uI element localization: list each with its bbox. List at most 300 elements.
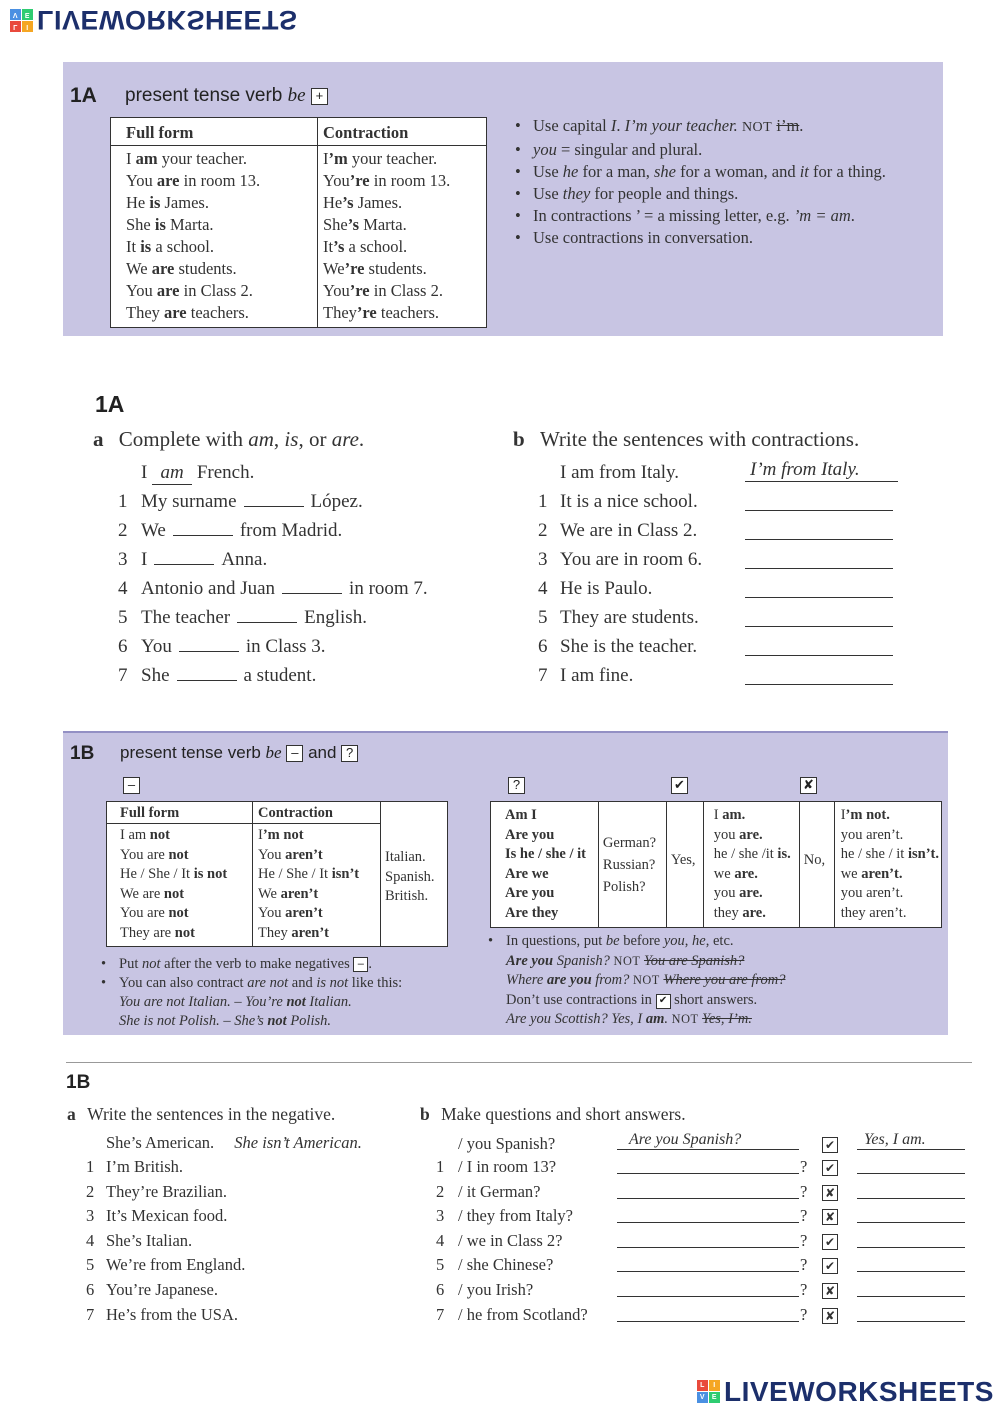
item-text: a student. — [243, 665, 317, 686]
exercise-instruction: Complete with am, is, or are. — [118, 427, 365, 451]
item-text: She’s Italian. — [106, 1230, 193, 1250]
answer-blank[interactable] — [857, 1182, 965, 1199]
table-row — [126, 170, 309, 192]
row-text: We — [126, 259, 152, 278]
question-row: Are you — [505, 885, 555, 901]
item-number: 2 — [118, 520, 128, 541]
answer-blank[interactable] — [745, 607, 893, 627]
table-row — [323, 214, 478, 236]
row-text: aren’t — [280, 885, 319, 902]
item-number: 1 — [538, 491, 548, 512]
table-row — [120, 826, 250, 846]
row-text: not — [174, 924, 195, 941]
row-text: you aren’t. — [840, 885, 904, 901]
row-text: is. — [777, 846, 791, 862]
exercise-item — [86, 1280, 245, 1305]
question-icon: ? — [508, 777, 525, 794]
note-text: In questions, put be before you, he, etc. — [506, 933, 734, 949]
item-text: She — [141, 665, 170, 686]
row-text: are — [156, 281, 180, 300]
item-text: You’re Japanese. — [106, 1279, 218, 1299]
row-text: He / She / It — [120, 866, 194, 882]
row-text: ’s — [342, 193, 354, 212]
check-icon: ✔ — [656, 994, 671, 1009]
table-row — [714, 884, 797, 904]
row-text: you — [713, 885, 740, 901]
item-text: You — [141, 636, 172, 657]
question-blank[interactable] — [617, 1255, 799, 1272]
exercise-item — [436, 1280, 976, 1305]
note-text: you = singular and plural. — [533, 140, 703, 159]
question-blank[interactable] — [617, 1157, 799, 1174]
item-number: 4 — [86, 1230, 95, 1250]
item-number: 3 — [538, 549, 548, 570]
exercise-item — [538, 578, 898, 607]
exercise-1a-b-heading — [513, 427, 859, 452]
item-text: English. — [304, 607, 367, 628]
exercise-1b-a-items — [86, 1157, 245, 1329]
exercise-item — [436, 1255, 976, 1280]
negative-notes — [99, 955, 489, 1031]
adjective-column — [381, 802, 448, 947]
item-number: 5 — [538, 607, 548, 628]
item-prompt: / you Irish? — [458, 1279, 534, 1299]
logo-letter: V — [697, 1392, 708, 1403]
note-item — [513, 115, 943, 139]
check-icon: ✔ — [671, 777, 688, 794]
row-text: It — [126, 237, 141, 256]
answer-blank[interactable] — [857, 1231, 965, 1248]
table-row — [841, 865, 939, 885]
row-text: in room 13. — [179, 171, 261, 190]
full-form-column — [111, 146, 318, 328]
table-row — [120, 885, 250, 905]
header-full-form: Full form — [111, 118, 318, 146]
row-text: we — [840, 865, 862, 882]
title-and: and — [308, 743, 337, 762]
answer-blank[interactable] — [745, 665, 893, 685]
table-row — [323, 170, 478, 192]
item-number: 7 — [118, 665, 128, 686]
item-text: in Class 3. — [245, 636, 326, 657]
exercise-item — [436, 1206, 976, 1231]
yes-word: Yes, — [666, 802, 703, 928]
answer-blank[interactable] — [857, 1305, 965, 1322]
table-row — [126, 192, 309, 214]
negative-contraction-column — [253, 824, 381, 947]
row-text: We are — [120, 885, 164, 902]
check-icon: ✔ — [822, 1137, 838, 1153]
brand-logo-top-mirrored — [10, 4, 298, 35]
row-text: am — [135, 149, 158, 168]
table-row — [120, 865, 250, 885]
note-item — [513, 183, 943, 205]
item-text: in room 7. — [349, 578, 428, 599]
question-mark: ? — [800, 1230, 808, 1250]
row-text: they — [713, 904, 743, 921]
question-adjective-column — [598, 802, 666, 928]
table-row — [323, 192, 478, 214]
example-sentence: She’s American. — [106, 1133, 215, 1152]
table-row — [714, 904, 797, 924]
item-number: 1 — [118, 491, 128, 512]
question-icon: ? — [341, 745, 358, 762]
row-text: It — [323, 237, 334, 256]
row-text: they aren’t. — [840, 904, 907, 921]
row-text: isn’t — [331, 866, 360, 882]
note-text: Use he for a man, she for a woman, and it for a thing. — [533, 162, 886, 181]
exercise-item — [436, 1305, 976, 1330]
row-text: is — [140, 237, 152, 256]
answer-blank[interactable] — [745, 549, 893, 569]
example-after: French. — [196, 462, 255, 483]
item-number: 5 — [118, 607, 128, 628]
row-text: They — [258, 924, 292, 941]
table-row — [323, 280, 478, 302]
question-blank[interactable] — [617, 1206, 799, 1223]
answer-blank[interactable] — [173, 521, 233, 536]
no-word: No, — [799, 802, 834, 928]
item-number: 6 — [538, 636, 548, 657]
yes-answers-column — [703, 802, 799, 928]
exercise-1a-b-items — [538, 491, 898, 694]
adjective: Russian? — [602, 857, 656, 873]
section-title — [125, 85, 328, 107]
example-answer: am — [152, 462, 192, 485]
answer-blank[interactable] — [237, 608, 297, 623]
brand-name: LIVEWORKSHEETS — [37, 5, 298, 35]
row-text: you — [713, 826, 740, 843]
row-text: He — [323, 193, 343, 212]
logo-letter: I — [22, 21, 33, 32]
answer-blank[interactable] — [745, 491, 893, 511]
note-text: In contractions ’ = a missing letter, e.g. ’m = am. — [533, 206, 855, 225]
title-text: present tense verb — [120, 743, 261, 762]
row-text: are. — [739, 826, 763, 843]
plus-icon: + — [311, 88, 328, 105]
table-row — [841, 826, 939, 846]
item-prompt: / we in Class 2? — [458, 1230, 563, 1250]
header-contraction: Contraction — [253, 802, 381, 824]
negative-full-column — [107, 824, 253, 947]
question-row: Are they — [505, 904, 559, 921]
exercise-letter: b — [513, 427, 525, 451]
row-text: is — [149, 193, 161, 212]
exercise-1a-a-example — [141, 462, 254, 485]
row-text: in room 13. — [369, 171, 451, 190]
item-text: It is a nice school. — [560, 491, 698, 512]
section-id: 1B — [70, 743, 95, 764]
item-number: 5 — [86, 1255, 95, 1275]
item-number: 3 — [118, 549, 128, 570]
table-row — [126, 302, 309, 324]
item-number: 4 — [118, 578, 128, 599]
example-short-answer: Yes, I am. — [857, 1131, 965, 1150]
row-text: teachers. — [376, 303, 440, 322]
cross-icon: ✘ — [822, 1308, 838, 1324]
table-row — [258, 885, 378, 905]
exercise-item — [86, 1182, 245, 1207]
answer-blank[interactable] — [857, 1280, 965, 1297]
check-icon: ✔ — [822, 1234, 838, 1250]
item-text: It’s Mexican food. — [106, 1206, 228, 1226]
note-item — [99, 955, 489, 974]
answer-blank[interactable] — [154, 550, 214, 565]
exercise-1a-b-example — [560, 462, 679, 484]
question-blank[interactable] — [617, 1305, 799, 1322]
row-text: aren’t — [285, 846, 323, 863]
row-text: your teacher. — [347, 149, 438, 168]
row-text: You are — [120, 905, 169, 921]
row-text: are. — [742, 904, 766, 921]
exercise-item — [86, 1206, 245, 1231]
answer-blank[interactable] — [244, 492, 304, 507]
row-text: I — [258, 827, 263, 843]
row-text: You — [126, 281, 157, 300]
table-row — [841, 904, 939, 924]
question-column — [491, 802, 599, 928]
row-text: ’re — [356, 303, 377, 322]
table-row — [841, 806, 939, 826]
adjective: Polish? — [602, 879, 646, 895]
item-number: 4 — [436, 1230, 445, 1250]
exercise-letter: b — [420, 1104, 430, 1124]
row-text: You — [258, 905, 286, 921]
minus-icon: – — [123, 777, 140, 794]
note-item — [486, 932, 926, 952]
item-number: 1 — [86, 1157, 95, 1176]
item-prompt: / I in room 13? — [458, 1157, 557, 1176]
item-number: 7 — [538, 665, 548, 686]
row-text: He / She / It — [258, 866, 332, 882]
answer-blank[interactable] — [745, 520, 893, 540]
exercise-1a-a-items — [118, 491, 428, 694]
row-text: are — [164, 303, 187, 322]
row-text: ’s — [347, 215, 360, 234]
table-row — [323, 148, 478, 170]
note-example: You are not Italian. – You’re not Italian. — [119, 994, 352, 1010]
question-row: Are you — [505, 826, 555, 843]
check-icon: ✔ — [822, 1160, 838, 1176]
item-number: 6 — [118, 636, 128, 657]
note-item — [99, 974, 489, 993]
item-text: My surname — [141, 491, 237, 512]
row-text: not — [168, 846, 189, 863]
answer-blank[interactable] — [857, 1206, 965, 1223]
exercise-1b-b-items — [436, 1157, 976, 1329]
divider — [66, 1062, 972, 1063]
row-text: are — [156, 171, 180, 190]
check-icon: ✔ — [822, 1258, 838, 1274]
question-mark: ? — [800, 1255, 808, 1275]
header-contraction: Contraction — [323, 123, 409, 142]
exercise-item — [436, 1231, 976, 1256]
table-row — [841, 845, 939, 865]
item-number: 6 — [86, 1279, 95, 1299]
row-text: You — [126, 171, 157, 190]
row-text: not — [163, 885, 185, 902]
table-row — [714, 865, 797, 885]
item-prompt: / it German? — [458, 1181, 541, 1201]
row-text: aren’t — [291, 924, 330, 941]
item-text: He’s from the USA. — [106, 1304, 238, 1324]
note-example: Where are you from? NOT Where you are from? — [506, 972, 786, 989]
exercise-instruction: Write the sentences in the negative. — [87, 1104, 336, 1124]
note-text: You can also contract are not and is not like this: — [119, 975, 403, 991]
title-italic: be — [287, 85, 306, 106]
example-answer: I’m from Italy. — [745, 459, 898, 482]
table-row — [126, 236, 309, 258]
row-text: I — [323, 149, 329, 168]
exercise-instruction: Make questions and short answers. — [441, 1104, 686, 1124]
question-mark: ? — [800, 1279, 808, 1299]
table-row — [323, 236, 478, 258]
row-text: a school. — [151, 237, 215, 256]
brand-name: LIVEWORKSHEETS — [724, 1376, 994, 1407]
question-row: Are we — [505, 865, 549, 882]
answer-blank[interactable] — [745, 578, 893, 598]
item-prompt: / she Chinese? — [458, 1255, 554, 1275]
answer-blank[interactable] — [857, 1255, 965, 1272]
table-row — [126, 148, 309, 170]
row-text: They are — [120, 924, 175, 941]
row-text: We — [258, 885, 281, 902]
grammar-panel-1b — [63, 731, 948, 1035]
item-number: 6 — [436, 1279, 445, 1299]
cross-icon: ✘ — [822, 1185, 838, 1201]
note-text: Use capital I. I’m your teacher. NOT i’m. — [533, 116, 804, 135]
header-full-form: Full form — [107, 802, 253, 824]
example-answer: She isn’t American. — [234, 1133, 362, 1152]
item-text: He is Paulo. — [560, 578, 653, 599]
row-text: not — [149, 827, 170, 843]
example-sentence: I am from Italy. — [560, 462, 680, 483]
exercise-item — [118, 520, 428, 549]
title-text: present tense verb — [125, 85, 283, 106]
exercise-item — [538, 665, 898, 694]
note-item — [513, 139, 943, 161]
question-row: Is he / she / it — [505, 846, 586, 862]
row-text: is — [154, 215, 166, 234]
question-blank[interactable] — [617, 1280, 799, 1297]
item-number: 7 — [436, 1304, 445, 1324]
exercise-1b-a-heading — [67, 1104, 335, 1125]
contraction-column — [318, 146, 487, 328]
exercise-item — [538, 607, 898, 636]
row-text: in Class 2. — [179, 281, 253, 300]
item-number: 2 — [538, 520, 548, 541]
item-text: from Madrid. — [239, 520, 343, 541]
row-text: We — [323, 259, 345, 278]
exercise-1a-a-heading — [93, 427, 364, 452]
row-text: ’s — [333, 237, 345, 256]
row-text: ’m not — [262, 827, 304, 843]
logo-letter: E — [22, 9, 33, 20]
exercise-item — [118, 491, 428, 520]
minus-icon: – — [353, 957, 368, 972]
exercise-item — [436, 1182, 976, 1207]
exercise-item — [538, 520, 898, 549]
row-text: is not — [193, 866, 228, 882]
title-italic: be — [265, 743, 282, 762]
question-mark: ? — [800, 1157, 808, 1176]
item-prompt: / he from Scotland? — [458, 1304, 588, 1324]
row-text: am. — [722, 807, 746, 823]
row-text: isn’t. — [907, 846, 939, 862]
note-example: Don’t use contractions in ✔ short answers. — [506, 991, 758, 1008]
row-text: I — [713, 807, 723, 823]
row-text: She — [126, 215, 155, 234]
answer-blank[interactable] — [745, 636, 893, 656]
exercise-item — [118, 549, 428, 578]
item-number: 3 — [436, 1206, 445, 1226]
item-number: 4 — [538, 578, 548, 599]
exercise-item — [538, 636, 898, 665]
row-text: students. — [364, 259, 427, 278]
exercise-letter: a — [67, 1104, 76, 1124]
adjective: Italian. — [385, 849, 426, 865]
note-example: Are you Scottish? Yes, I am. NOT Yes, I’m. — [506, 1011, 752, 1028]
item-text: They’re Brazilian. — [106, 1181, 227, 1201]
table-row — [126, 258, 309, 280]
row-text: She — [323, 215, 348, 234]
item-number: 3 — [86, 1206, 95, 1226]
section-title — [120, 743, 358, 763]
exercise-section-id-1a: 1A — [95, 391, 125, 417]
no-answers-column — [834, 802, 941, 928]
exercise-item — [86, 1157, 245, 1182]
item-number: 2 — [436, 1181, 445, 1201]
logo-letter: I — [709, 1380, 720, 1391]
table-row — [120, 846, 250, 866]
exercise-instruction: Write the sentences with contractions. — [539, 427, 860, 451]
answer-blank[interactable] — [282, 579, 342, 594]
row-text: I am — [120, 827, 150, 843]
row-text: ’m not. — [845, 807, 890, 823]
question-blank[interactable] — [617, 1182, 799, 1199]
item-text: We’re from England. — [106, 1255, 246, 1275]
exercise-item — [118, 636, 428, 665]
logo-letter: L — [697, 1380, 708, 1391]
row-text: You — [323, 171, 350, 190]
cross-icon: ✘ — [822, 1283, 838, 1299]
question-table — [490, 801, 942, 928]
brand-logo-icon — [10, 8, 34, 32]
note-item — [513, 161, 943, 183]
row-text: he / she /it — [713, 846, 778, 862]
item-text: She is the teacher. — [560, 636, 698, 657]
row-text: ’m — [328, 149, 348, 168]
grammar-table-1a — [110, 117, 487, 328]
note-example: She is not Polish. – She’s not Polish. — [119, 1013, 332, 1029]
item-number: 7 — [86, 1304, 95, 1324]
exercise-1b-a-example — [106, 1133, 362, 1153]
question-blank[interactable] — [617, 1231, 799, 1248]
row-text: aren’t — [285, 905, 323, 921]
item-text: The teacher — [141, 607, 231, 628]
row-text: He — [126, 193, 150, 212]
answer-blank[interactable] — [177, 666, 237, 681]
adjective: British. — [385, 888, 429, 904]
table-row — [126, 214, 309, 236]
answer-blank[interactable] — [857, 1157, 965, 1174]
example-question: Are you Spanish? — [617, 1131, 799, 1150]
row-text: teachers. — [186, 303, 249, 322]
note-item — [513, 227, 943, 249]
exercise-item — [118, 607, 428, 636]
table-row — [258, 865, 378, 885]
answer-blank[interactable] — [179, 637, 239, 652]
